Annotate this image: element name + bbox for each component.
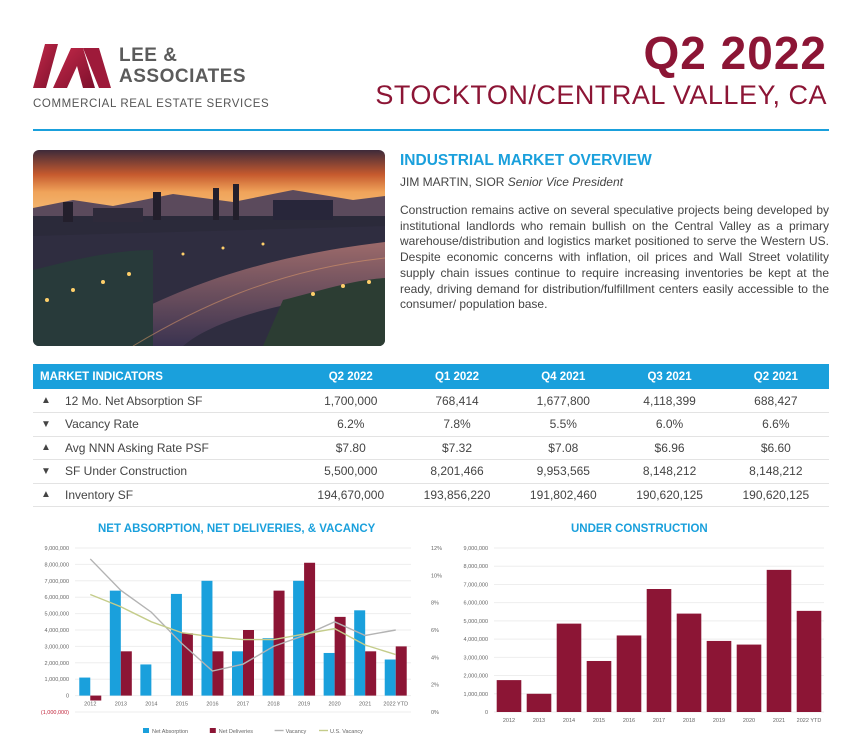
table-row [33,436,829,460]
y-tick-label: 6,000,000 [44,595,69,602]
indicator-value: 5,500,000 [298,460,404,484]
table-row [33,413,829,437]
indicators-header-col: Q2 2022 [298,364,404,389]
x-tick-label: 2021 [772,718,786,724]
waterfront-sunset-illustration [33,150,385,346]
legend-label: Net Deliveries [218,729,254,735]
x-tick-label: 2017 [236,701,250,708]
report-market: STOCKTON/CENTRAL VALLEY, CA [375,80,827,110]
x-tick-label: 2018 [682,718,696,724]
net-absorption-bar [201,581,212,696]
indicators-header-col: Q4 2021 [510,364,616,389]
logo-wordmark [119,45,246,87]
trend-up-icon: ▲ [33,483,59,507]
indicator-value: $7.32 [404,436,510,460]
y-tick-label: 9,000,000 [44,546,69,552]
x-tick-label: 2015 [592,718,606,724]
y-tick-label: 8,000,000 [463,564,488,571]
under-construction-bar [767,570,792,712]
indicator-label: Vacancy Rate [59,413,298,437]
y-tick-label: 6,000,000 [463,600,488,607]
x-tick-label: 2019 [297,701,311,708]
market-indicators-table [33,364,829,507]
indicator-label: SF Under Construction [59,460,298,484]
indicator-value: 1,677,800 [510,389,616,413]
y2-tick-label: 4% [431,655,439,662]
indicator-value: 4,118,399 [616,389,722,413]
indicators-header-row [33,364,829,389]
net-deliveries-bar [90,696,101,701]
under-construction-bar [527,694,552,712]
y-tick-label: 8,000,000 [44,562,69,569]
author-title: Senior Vice President [507,175,623,189]
logo-tagline: COMMERCIAL REAL ESTATE SERVICES [33,98,270,110]
table-row [33,483,829,507]
indicators-header-col: Q2 2021 [723,364,829,389]
indicator-value: $7.80 [298,436,404,460]
x-tick-label: 2013 [532,718,546,724]
net-deliveries-bar [121,651,132,695]
indicator-value: 768,414 [404,389,510,413]
indicator-value: 8,148,212 [723,460,829,484]
indicator-value: 190,620,125 [616,483,722,507]
indicator-value: 7.8% [404,413,510,437]
x-tick-label: 2012 [502,718,516,724]
y-tick-label: 3,000,000 [44,644,69,651]
under-construction-bar [737,645,762,712]
y-tick-label: 7,000,000 [44,578,69,585]
y-tick-label: 2,000,000 [463,673,488,680]
x-tick-label: 2022 YTD [796,718,822,724]
x-tick-label: 2014 [145,701,158,708]
net-deliveries-bar [335,617,346,696]
x-tick-label: 2015 [175,701,189,708]
y-tick-label: 9,000,000 [463,546,488,552]
indicator-value: 688,427 [723,389,829,413]
absorption-deliveries-vacancy-chart [33,540,447,740]
indicator-value: 194,670,000 [298,483,404,507]
indicator-value: 9,953,565 [510,460,616,484]
y2-tick-label: 12% [431,546,443,552]
net-deliveries-bar [365,651,376,695]
x-tick-label: 2020 [742,718,756,724]
indicator-value: $6.60 [723,436,829,460]
x-tick-label: 2017 [652,718,666,724]
x-tick-label: 2016 [206,701,219,708]
under-construction-bar [617,635,642,712]
indicator-value: 190,620,125 [723,483,829,507]
x-tick-label: 2022 YTD [383,701,409,708]
y-tick-label: 7,000,000 [463,582,488,589]
indicator-label: 12 Mo. Net Absorption SF [59,389,298,413]
indicators-header-col: Q3 2021 [616,364,722,389]
trend-down-icon: ▼ [33,413,59,437]
stockton-waterfront-photo [33,150,385,346]
under-construction-bar [707,641,732,712]
net-deliveries-bar [182,633,193,695]
indicator-label: Avg NNN Asking Rate PSF [59,436,298,460]
y-tick-label: 5,000,000 [463,618,488,625]
x-tick-label: 2021 [359,701,372,708]
y-tick-label: 0 [484,710,488,716]
overview-title: INDUSTRIAL MARKET OVERVIEW [400,152,652,169]
y-tick-label: 1,000,000 [44,677,69,684]
lee-associates-logo [33,40,273,120]
net-absorption-bar [354,610,365,695]
y2-tick-label: 8% [431,600,439,607]
y2-tick-label: 10% [431,573,443,580]
net-deliveries-bar [396,646,407,695]
indicator-value: 6.0% [616,413,722,437]
y2-tick-label: 6% [431,628,439,634]
net-deliveries-bar [304,563,315,696]
indicator-value: 1,700,000 [298,389,404,413]
x-tick-label: 2013 [114,701,127,708]
y-tick-label: 4,000,000 [463,637,488,644]
lee-associates-logo-mark [33,40,111,88]
net-absorption-bar [232,651,243,695]
y2-tick-label: 0% [431,710,439,716]
legend-label: Vacancy [285,729,307,735]
y2-tick-label: 2% [431,682,439,689]
net-absorption-bar [171,594,182,696]
trend-down-icon: ▼ [33,460,59,484]
net-absorption-bar [385,660,396,696]
header-divider [33,129,829,131]
x-tick-label: 2014 [562,718,576,724]
y-tick-label: 0 [65,693,69,700]
net-absorption-bar [140,664,151,695]
legend-swatch [143,728,149,733]
under-construction-bar [587,661,612,712]
trend-up-icon: ▲ [33,389,59,413]
logo-line-2: ASSOCIATES [119,66,247,87]
author-name: JIM MARTIN, SIOR [400,175,505,189]
net-deliveries-bar [212,651,223,695]
legend-swatch [210,728,216,733]
report-quarter: Q2 2022 [643,27,827,79]
under-construction-bar [677,614,702,712]
logo-line-1: LEE & [119,45,178,66]
under-construction-bar [797,611,822,712]
under-construction-bar [497,680,522,712]
indicator-value: 5.5% [510,413,616,437]
legend-label: Net Absorption [152,729,189,735]
report-header [0,0,867,135]
construction-chart-title: UNDER CONSTRUCTION [571,523,708,535]
legend-label: U.S. Vacancy [330,729,363,735]
y-tick-label: 4,000,000 [44,628,69,634]
under-construction-bar [647,589,672,712]
net-absorption-bar [324,653,335,696]
net-absorption-bar [79,678,90,696]
indicator-label: Inventory SF [59,483,298,507]
x-tick-label: 2019 [712,718,726,724]
indicator-value: 6.6% [723,413,829,437]
indicator-value: 8,201,466 [404,460,510,484]
y-tick-label: 5,000,000 [44,611,69,618]
y-tick-label: 3,000,000 [463,655,488,662]
under-construction-bar [557,624,582,712]
indicator-value: 6.2% [298,413,404,437]
indicator-value: 193,856,220 [404,483,510,507]
x-tick-label: 2018 [267,701,280,708]
x-tick-label: 2012 [84,701,97,708]
overview-body: Construction remains active on several speculative projects being developed by institutional landlords who remain bullish on the Central Valley as a primary warehouse/distribution and logistics market positioned to serve the Western US. Despite economic concerns with inflation, oil prices and Wall Street volatility supply chain issues continue to require increasing inventories be kept at the ready, driving demand for distribution/fulfillment centers easily accessible to the consumer/ population base. [400,203,829,312]
trend-up-icon: ▲ [33,436,59,460]
y-tick-label: 2,000,000 [44,660,69,667]
absorption-chart-title: NET ABSORPTION, NET DELIVERIES, & VACANCY [98,523,376,535]
market-overview [400,152,829,313]
table-row [33,389,829,413]
indicators-header-label: MARKET INDICATORS [33,364,298,389]
under-construction-chart [452,540,832,730]
indicator-value: $6.96 [616,436,722,460]
overview-author [400,175,829,189]
y-tick-label: (1,000,000) [40,710,69,716]
indicator-value: $7.08 [510,436,616,460]
indicator-value: 191,802,460 [510,483,616,507]
x-tick-label: 2016 [622,718,636,724]
indicator-value: 8,148,212 [616,460,722,484]
indicators-header-col: Q1 2022 [404,364,510,389]
table-row [33,460,829,484]
x-tick-label: 2020 [328,701,341,708]
y-tick-label: 1,000,000 [463,691,488,698]
